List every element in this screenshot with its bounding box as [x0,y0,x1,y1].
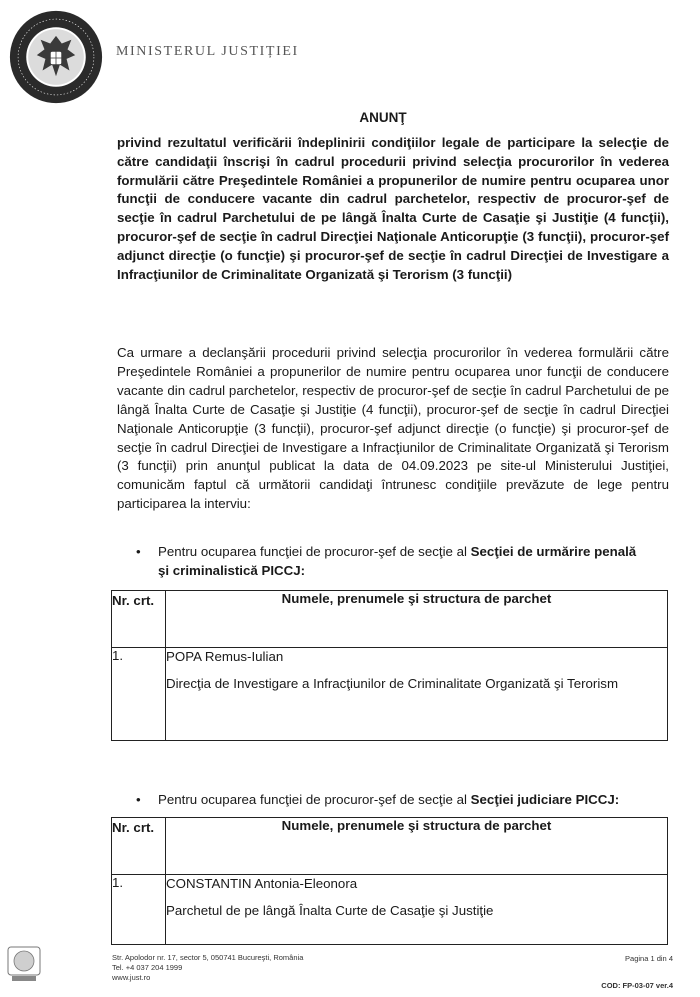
candidate-cell [166,875,668,945]
announcement-intro: privind rezultatul verificării îndeplinirii condiţiilor legale de participare la selecţie de către candidaţii înscrişi în cadrul procedurii privind selecţia procurorilor în vederea formulării către Preşedintele României a propunerilor de numire pentru ocuparea unor funcţii de conducere vacante din cadrul parchetelor, respectiv de procuror-şef de secţie în cadrul Parchetului de pe lângă Înalta Curte de Casaţie şi Justiţie (4 funcţii), procuror-şef de secţie în cadrul Direcţiei Naţionale Anticorupţie (3 funcţii), procuror-şef adjunct direcţie (o funcţie) şi procuror-şef de secţie în cadrul Direcţiei de Investigare a Infracţiunilor de Criminalitate Organizată şi Terorism (3 funcţii) [117,135,669,282]
candidate-cell [166,648,668,741]
candidates-table [111,590,668,741]
section-heading-prefix: Pentru ocuparea funcţiei de procuror-şef de secţie al [158,792,471,807]
candidate-name: POPA Remus-Iulian [166,649,284,664]
page-number: Pagina 1 din 4 [625,954,673,963]
footer-phone: Tel. +4 037 204 1999 [112,963,183,972]
government-seal-icon [8,9,104,105]
page-title: ANUNŢ [359,110,407,125]
footer-address: Str. Apolodor nr. 17, sector 5, 050741 Bucureşti, România [112,953,304,962]
candidates-table [111,817,668,945]
row-number: 1. [112,875,166,945]
column-header-nr: Nr. crt. [112,818,166,875]
table-row [112,875,668,945]
column-header-name: Numele, prenumele şi structura de parchet [166,591,668,648]
section-name: Secţiei de urmărire penală [470,544,637,559]
section-heading-prefix: Pentru ocuparea funcţiei de procuror-şef de secţie al [158,544,471,559]
certification-logo-icon [6,943,42,983]
section-heading [132,543,672,581]
section-name-continued: şi criminalistică PICCJ: [158,562,306,578]
table-row [112,648,668,741]
row-number: 1. [112,648,166,741]
column-header-name: Numele, prenumele şi structura de parchet [166,818,668,875]
candidate-name: CONSTANTIN Antonia-Eleonora [166,876,358,891]
section-name: Secţiei judiciare PICCJ: [470,792,620,807]
bullet-icon: • [136,544,141,559]
bullet-icon: • [136,792,141,807]
footer-website: www.just.ro [112,973,151,982]
table-header-row [112,818,668,875]
footer-contact [112,953,303,983]
announcement-body: Ca urmare a declanşării procedurii privind selecţia procurorilor în vederea formulării către Preşedintele României a propunerilor de numire pentru ocuparea unor funcţii de conducere vacante din cadrul parchetelor, respectiv de procuror-şef de secţie în cadrul Parchetului de pe lângă Înalta Curte de Casaţie şi Justiţie (4 funcţii), procuror-şef de secţie în cadrul Direcţiei Naţionale Anticorupţie (3 funcţii), procuror-şef adjunct direcţie (o funcţie) şi procuror-şef de secţie în cadrul Direcţiei de Investigare a Infracţiunilor de Criminalitate Organizată şi Terorism (3 funcţii) prin anunţul publicat la data de 04.09.2023 pe site-ul Ministerului Justiţiei, comunicăm faptul că următorii candidaţi întrunesc condiţiile prevăzute de lege pentru participarea la interviu: [117,345,669,512]
candidate-structure: Direcţia de Investigare a Infracţiunilor de Criminalitate Organizată şi Terorism [166,676,619,691]
column-header-nr: Nr. crt. [112,591,166,648]
table-header-row [112,591,668,648]
candidate-structure: Parchetul de pe lângă Înalta Curte de Casaţie şi Justiţie [166,903,494,918]
section-heading [132,791,672,810]
ministry-name: MINISTERUL JUSTIȚIEI [116,44,299,59]
document-code: COD: FP-03-07 ver.4 [601,981,673,990]
